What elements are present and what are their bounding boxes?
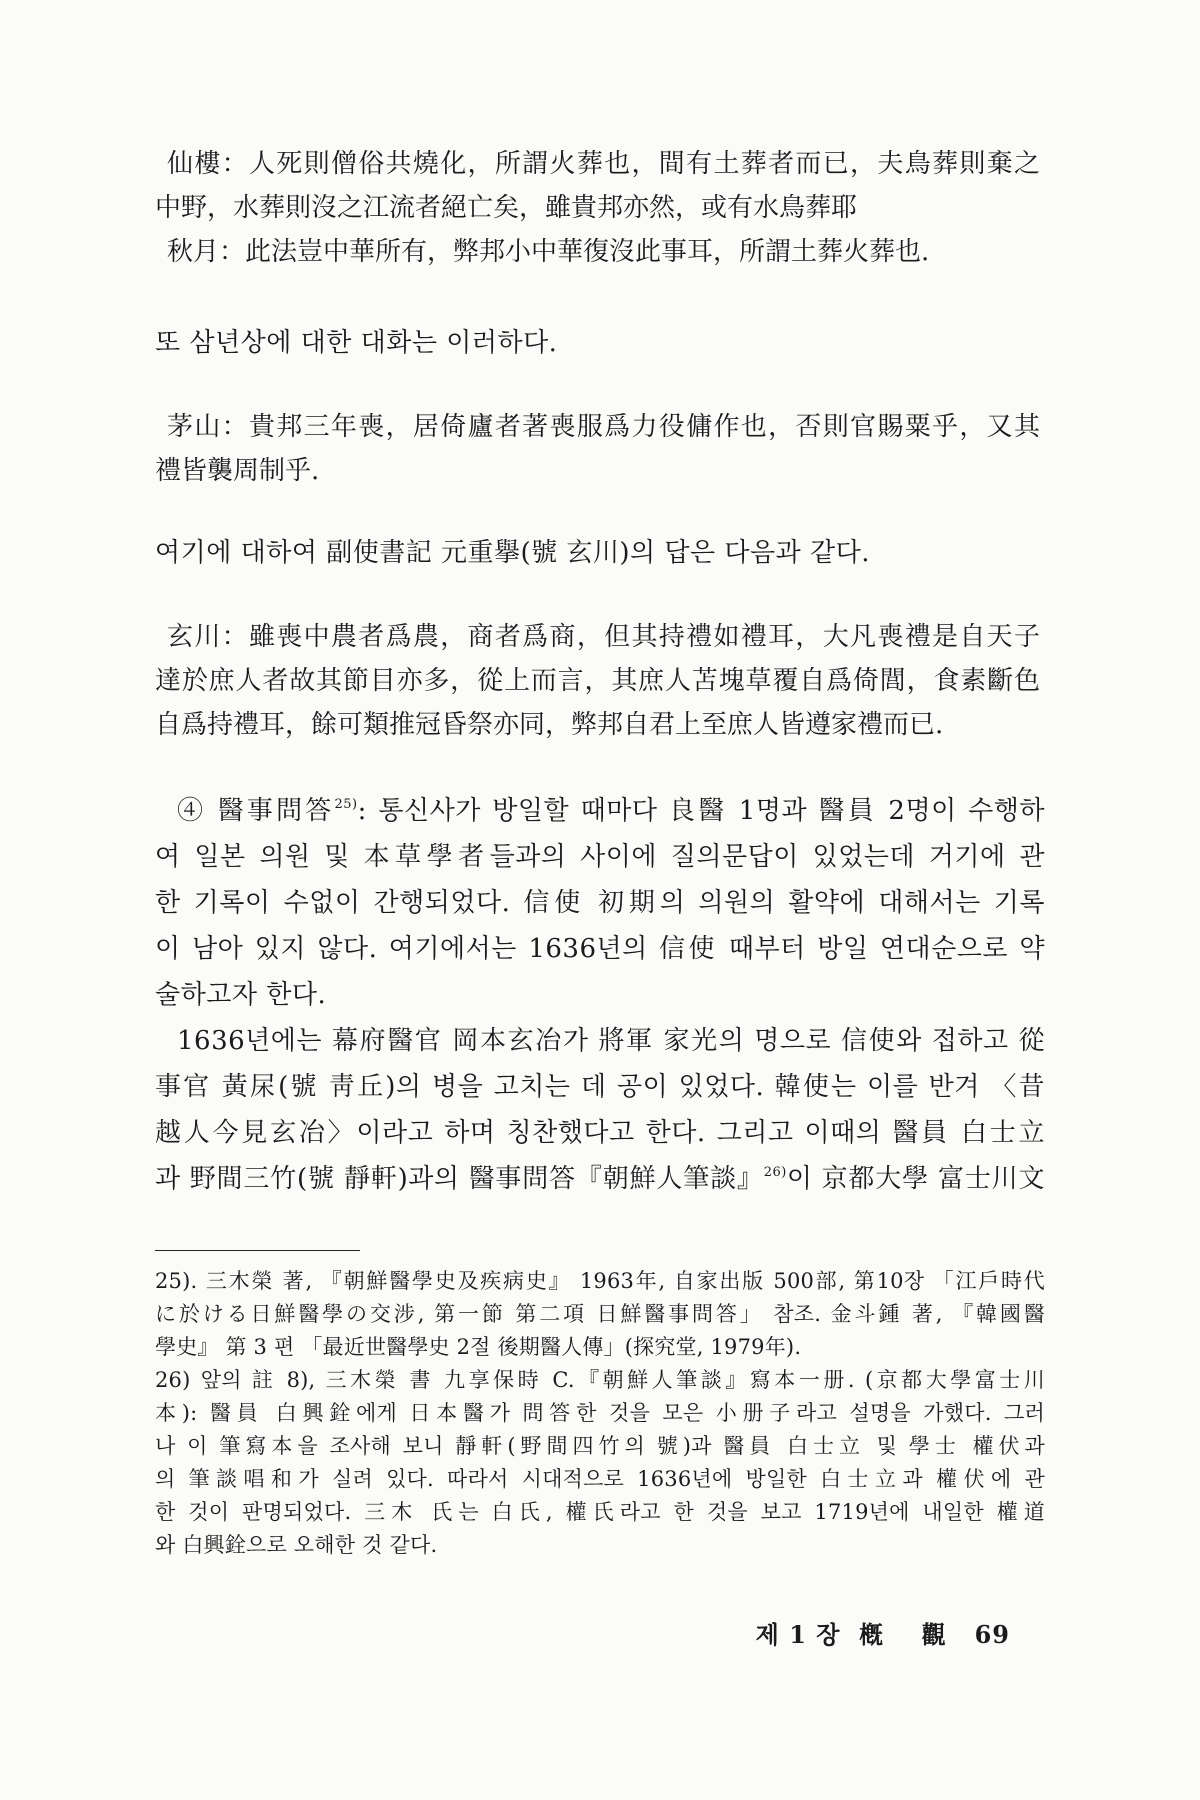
quote-three-year-mourning (155, 405, 1040, 493)
paragraph-line: 이 남아 있지 않다. 여기에서는 1636년의 信使 때부터 방일 연대순으로 약 (155, 934, 1045, 964)
footnote-divider (155, 1250, 360, 1251)
paragraph-reply-intro (155, 530, 1045, 576)
paragraph-text: : 통신사가 방일할 때마다 良醫 1명과 醫員 2명이 수행하 (357, 796, 1045, 826)
paragraph-mourning-intro (155, 320, 1045, 366)
paragraph-line: 1636년에는 幕府醫官 岡本玄冶가 將軍 家光의 명으로 信使와 접하고 從 (177, 1026, 1045, 1056)
page-footer (756, 1615, 1010, 1650)
paragraph-line: 여 일본 의원 및 本草學者들과의 사이에 질의문답이 있었는데 거기에 관 (155, 842, 1045, 872)
paragraph-line: 여기에 대하여 副使書記 元重擧(號 玄川)의 답은 다음과 같다. (155, 538, 871, 568)
paragraph-line: 한 기록이 수없이 간행되었다. 信使 初期의 의원의 활약에 대해서는 기록 (155, 888, 1045, 918)
footnote-line: 學史』 第 3 편 「最近世醫學史 2절 後期醫人傳」(探究堂, 1979年). (155, 1335, 802, 1359)
paragraph-1636 (155, 1018, 1045, 1202)
chapter-title: 제 1 장 槪 觀 (755, 1620, 947, 1649)
footnote-25 (155, 1265, 1045, 1364)
section-heading-line (155, 788, 1045, 834)
quote-line: 禮皆襲周制乎. (155, 456, 320, 486)
paragraph-line: 事官 黃杘(號 靑丘)의 병을 고치는 데 공이 있었다. 韓使는 이를 반겨 〈昔 (155, 1072, 1045, 1102)
quote-line: 秋月：此法豈中華所有，弊邦小中華復沒此事耳，所謂土葬火葬也. (167, 237, 930, 267)
quote-line: 茅山：貴邦三年喪，居倚廬者著喪服爲力役傭作也，否則官賜粟乎，又其 (167, 412, 1040, 442)
footnote-line: 한 것이 판명되었다. 三木 氏는 白氏, 權氏라고 한 것을 보고 1719년에 내일한 權道 (155, 1500, 1045, 1524)
paragraph-text: 과 野間三竹(號 靜軒)과의 醫事問答『朝鮮人筆談』 (155, 1164, 764, 1194)
paragraph-line (155, 1156, 1045, 1202)
quote-line: 中野，水葬則沒之江流者絕亡矣，雖貴邦亦然，或有水鳥葬耶 (155, 193, 858, 223)
quote-line: 達於庶人者故其節目亦多，從上而言，其庶人苫塊草覆自爲倚閭，食素斷色 (155, 666, 1040, 696)
footnote-line: 와 白興銓으로 오해한 것 같다. (155, 1533, 438, 1557)
footnote-line: 26) 앞의 註 8), 三木榮 書 九享保時 C.『朝鮮人筆談』寫本一册. (京都大學富士川 (155, 1368, 1045, 1392)
footnote-line: 25). 三木榮 著, 『朝鮮醫學史及疾病史』 1963年, 自家出版 500部, 第10장 「江戶時代 (155, 1269, 1045, 1293)
quote-line: 自爲持禮耳，餘可類推冠昏祭亦同，弊邦自君上至庶人皆遵家禮而已. (155, 710, 944, 740)
footnote-ref: 26) (763, 1165, 787, 1180)
footnote-line: 本): 醫員 白興銓에게 日本醫가 問答한 것을 모은 小册子라고 설명을 가했다. 그러 (155, 1401, 1045, 1425)
footnote-line: 나 이 筆寫本을 조사해 보니 靜軒(野間四竹의 號)과 醫員 白士立 및 學士 權伏과 (155, 1434, 1045, 1458)
paragraph-line: 술하고자 한다. (155, 980, 327, 1010)
paragraph-text: 이 京都大學 富士川文 (786, 1164, 1045, 1194)
quote-line: 玄川：雖喪中農者爲農，商者爲商，但其持禮如禮耳，大凡喪禮是自天子 (167, 622, 1040, 652)
section-medical-qa (155, 788, 1045, 1018)
quote-xuanchuan-reply (155, 615, 1040, 747)
footnote-line: に於ける日鮮醫學の交涉, 第一節 第二項 日鮮醫事問答」 참조. 金斗鍾 著, 『韓國醫 (155, 1302, 1045, 1326)
paragraph-line: 또 삼년상에 대한 대화는 이러하다. (155, 328, 558, 358)
footnote-ref: 25) (334, 797, 358, 812)
footnote-line: 의 筆談唱和가 실려 있다. 따라서 시대적으로 1636년에 방일한 白士立과 權伏에 관 (155, 1467, 1045, 1491)
footnote-26 (155, 1364, 1045, 1562)
quote-cremation (155, 142, 1040, 274)
section-heading: ④ 醫事問答 (177, 796, 335, 826)
page-number: 69 (974, 1620, 1010, 1649)
quote-line: 仙樓：人死則僧俗共燒化，所謂火葬也，間有土葬者而已，夫鳥葬則棄之 (167, 149, 1040, 179)
paragraph-line: 越人今見玄冶〉이라고 하며 칭찬했다고 한다. 그리고 이때의 醫員 白士立 (155, 1118, 1045, 1148)
